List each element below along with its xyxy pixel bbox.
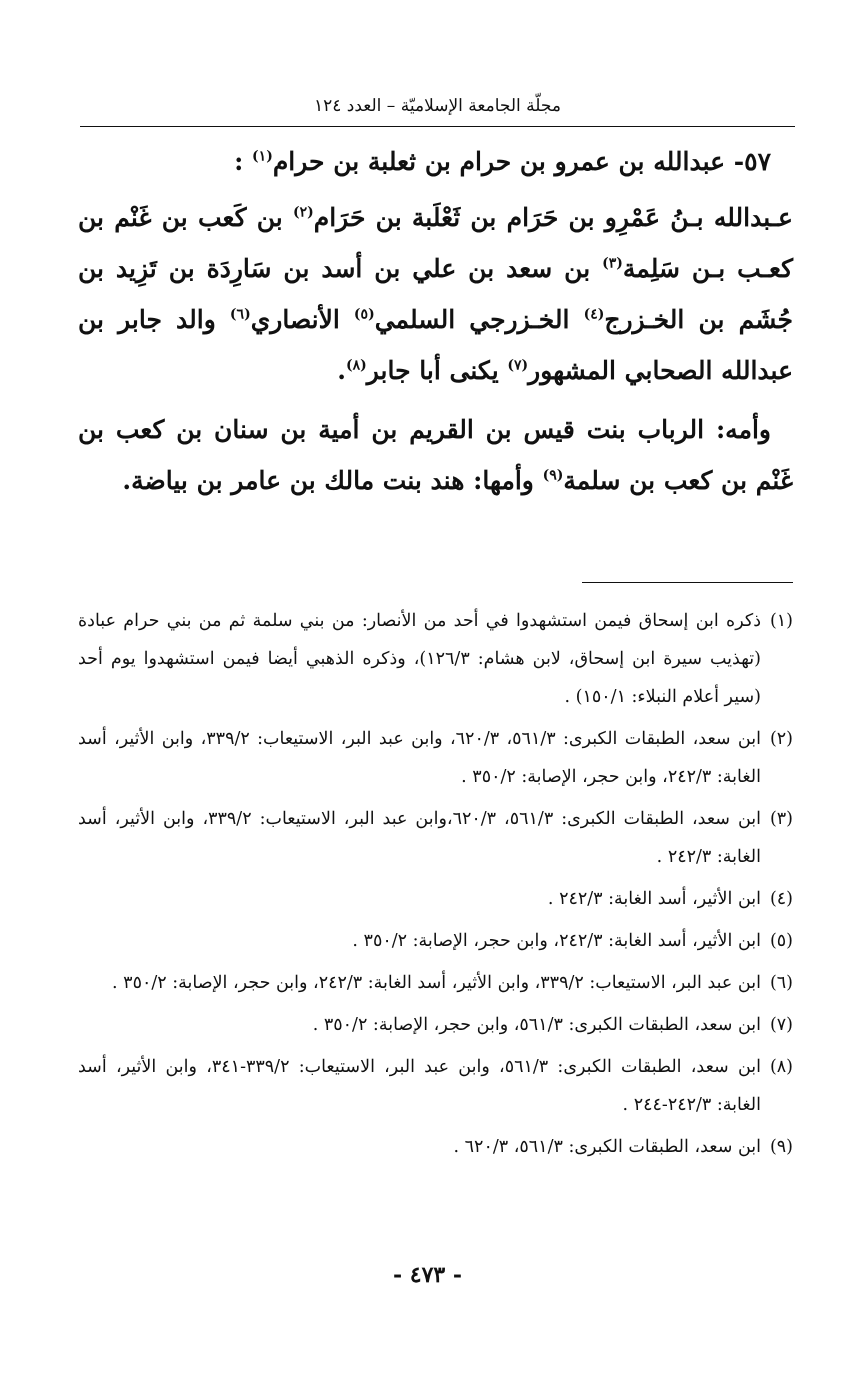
footnote-number: (٢) <box>769 729 793 749</box>
paragraph-lineage <box>78 192 793 396</box>
text-segment: الخـزرجي السلمي <box>374 305 584 334</box>
text-segment: وأمها: هند بنت مالك بن عامر بن بياضة. <box>122 466 543 495</box>
footnote-ref: (٦) <box>229 306 251 323</box>
footnote-separator <box>582 582 793 583</box>
footnote-item <box>78 1006 793 1044</box>
text-segment: الأنصاري <box>250 305 354 334</box>
footnote-ref: (٤) <box>583 306 605 323</box>
footnote-ref: (٩) <box>542 467 564 484</box>
footnote-text: ابن سعد، الطبقات الكبرى: ٥٦١/٣، ٦٢٠/٣ . <box>453 1137 761 1157</box>
footnote-number: (٨) <box>769 1057 793 1077</box>
text-segment: بن سعد بن علي بن أسد بن سَارِدَة بن تَزِيد بن جُشَم بن الخـزرج <box>78 254 793 334</box>
footnote-item <box>78 800 793 876</box>
text-segment: وأمه: الرباب بنت قيس بن القريم بن أمية بن سنان بن كعب بن غَنْم بن كعب بن سلمة <box>78 415 793 495</box>
footnote-item <box>78 720 793 796</box>
header-rule <box>80 126 795 127</box>
footnote-number: (٥) <box>769 931 793 951</box>
footnote-item <box>78 880 793 918</box>
text-segment: . <box>337 356 346 385</box>
running-header: مجلّة الجامعة الإسلاميّة – العدد ١٢٤ <box>314 96 561 116</box>
footnote-item <box>78 922 793 960</box>
footnote-text: ابن الأثير، أسد الغابة: ٢٤٢/٣ . <box>547 889 761 909</box>
main-text <box>78 140 793 506</box>
text-segment: يكنى أبا جابر <box>366 356 508 385</box>
footnote-item <box>78 964 793 1002</box>
text-segment: عـبدالله بـنُ عَمْرِو بن حَرَام بن ثَعْلَبة بن حَرَام <box>313 203 793 232</box>
footnote-text: ابن الأثير، أسد الغابة: ٢٤٢/٣، وابن حجر، الإصابة: ٣٥٠/٢ . <box>352 931 761 951</box>
footnote-ref: (٨) <box>345 357 367 374</box>
text-segment: والد جابر بن عبدالله الصحابي المشهور <box>78 305 793 385</box>
paragraph-mother <box>78 404 793 506</box>
footnote-number: (٤) <box>769 889 793 909</box>
footnote-number: (١) <box>769 611 793 631</box>
footnotes <box>78 602 793 1170</box>
footnote-number: (٦) <box>769 973 793 993</box>
footnote-item <box>78 1128 793 1166</box>
footnote-item <box>78 1048 793 1124</box>
footnote-ref: (٢) <box>292 204 314 221</box>
footnote-text: ابن سعد، الطبقات الكبرى: ٥٦١/٣، وابن عبد البر، الاستيعاب: ٣٣٩/٢-٣٤١، وابن الأثير، أسد الغابة: ٢٤٢/٣-٢٤٤ . <box>78 1057 761 1115</box>
entry-title-end: : <box>234 147 253 176</box>
footnote-text: ابن سعد، الطبقات الكبرى: ٥٦١/٣، ٦٢٠/٣، وابن عبد البر، الاستيعاب: ٣٣٩/٢، وابن الأثير، أسد الغابة: ٢٤٢/٣، وابن حجر، الإصابة: ٣٥٠/٢ . <box>78 729 761 787</box>
footnote-text: ابن سعد، الطبقات الكبرى: ٥٦١/٣، ٦٢٠/٣،وابن عبد البر، الاستيعاب: ٣٣٩/٢، وابن الأثير، أسد الغابة: ٢٤٢/٣ . <box>78 809 762 867</box>
footnote-text: ابن عبد البر، الاستيعاب: ٣٣٩/٢، وابن الأثير، أسد الغابة: ٢٤٢/٣، وابن حجر، الإصابة: ٣٥٠/٢ . <box>112 973 761 993</box>
footnote-ref: (٥) <box>353 306 375 323</box>
footnote-ref: (٣) <box>602 255 623 272</box>
footnote-ref: (١) <box>252 148 273 165</box>
footnote-number: (٧) <box>769 1015 793 1035</box>
footnote-number: (٣) <box>769 809 793 829</box>
footnote-item <box>78 602 793 716</box>
footnote-ref: (٧) <box>507 357 529 374</box>
footnote-number: (٩) <box>769 1137 793 1157</box>
footnote-text: ابن سعد، الطبقات الكبرى: ٥٦١/٣، وابن حجر، الإصابة: ٣٥٠/٢ . <box>312 1015 761 1035</box>
entry-title <box>78 140 771 184</box>
text-segment: بن كَعب بن غَنْم بن كعـب بـن سَلِمة <box>78 203 793 283</box>
page-number: - ٤٧٣ - <box>392 1262 463 1288</box>
footnote-text: ذكره ابن إسحاق فيمن استشهدوا في أحد من الأنصار: من بني سلمة ثم من بني حرام عبادة (تهذيب سيرة ابن إسحاق، لابن هشام: ١٢٦/٣)، وذكره الذهبي أيضا فيمن استشهدوا يوم أحد (سير أعلام النبلاء: ١٥٠/١) . <box>78 611 761 707</box>
entry-title-text: ٥٧- عبدالله بن عمرو بن حرام بن ثعلبة بن حرام <box>272 147 771 176</box>
